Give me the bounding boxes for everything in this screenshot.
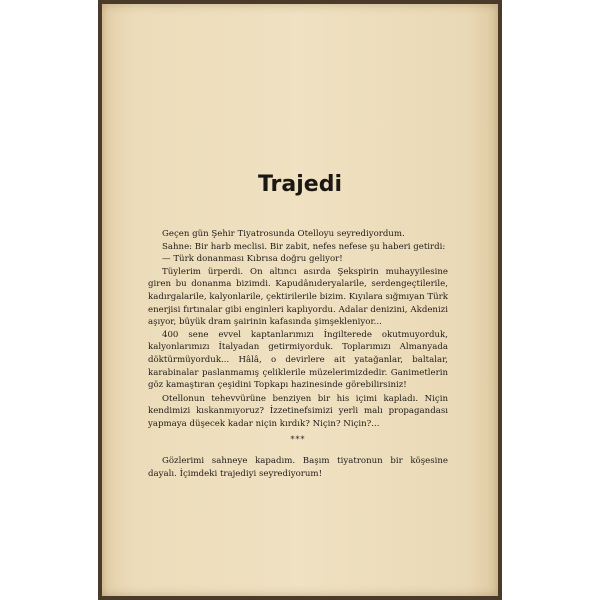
paragraph-3: — Türk donanması Kıbrısa doğru geliyor! — [162, 254, 343, 265]
paragraph-1: Geçen gün Şehir Tiyatrosunda Otelloyu seyrediyordum. — [162, 229, 405, 239]
page-title: Trajedi — [257, 172, 343, 197]
paragraph-7: Gözlerimi sahneye kapadım. Başım tiyatronun bir köşesine dayalı. İçimdeki trajediyi seyrediyorum! — [148, 456, 448, 479]
paragraph-4: Tüylerim ürperdi. On altıncı asırda Şekspirin muhayyilesine giren bu donanma bizimdi. Kapudânıderyalarile, serdengeçtilerile, kadırgalarile, kalyonlarile, çektirilerile bizim. Kıyılara sığmıyan Türk enerjisi fırtınalar gibi enginleri kaplıyordu. Adalar denizini, Akdenizi aşıyor, büyük dram şairinin kafasında şimşekleniyor... — [148, 266, 448, 328]
section-separator: *** — [290, 434, 306, 444]
paragraph-5: 400 sene evvel kaptanlarımızı İngilterede okutmuyorduk, kalyonlarımızı İtalyadan getirmiyorduk. Toplarımızı Almanyada döktürmüyorduk... Hâlâ, o devirlere ait yatağanlar, baltalar, karabinalar paslanmamış çeliklerile müzelerimizdedir. Ganimetlerin göz kamaştıran çeşidini Topkapı hazinesinde görebilirsiniz! — [148, 329, 448, 391]
page-body — [148, 228, 448, 480]
paragraph-2: Sahne: Bir harb meclisi. Bir zabit, nefes nefese şu haberi getirdi: — [162, 241, 446, 252]
paragraph-6: Otellonun tehevvürüne benziyen bir his içimi kapladı. Niçin kendimizi kıskanmıyoruz? İzzetinefsimizi yerli malı propagandası yapmaya düşecek kadar niçin kırdık? Niçin? Niçin?... — [148, 393, 448, 429]
